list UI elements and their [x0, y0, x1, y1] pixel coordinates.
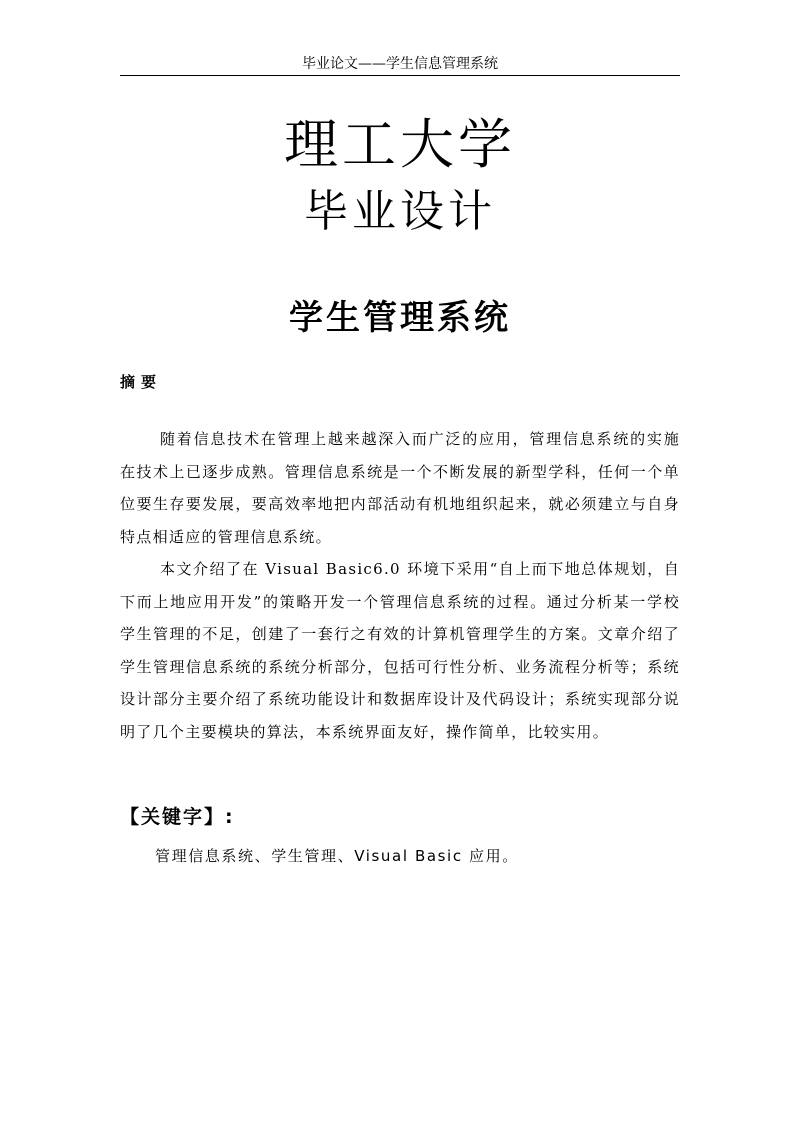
keywords-heading: 【关键字】:: [120, 806, 235, 828]
thesis-title: 学生管理系统: [289, 298, 511, 338]
header-rule: [120, 75, 680, 76]
abstract-heading: 摘要: [120, 373, 163, 391]
university-title: 理工大学: [284, 113, 516, 176]
abstract-paragraph-1: 随着信息技术在管理上越来越深入而广泛的应用，管理信息系统的实施在技术上已逐步成熟。管理信息系统是一个不断发展的新型学科，任何一个单位要生存要发展，要高效率地把内部活动有机地组织起来，就必须建立与自身特点相适应的管理信息系统。: [120, 430, 680, 546]
design-title: 毕业设计: [304, 186, 496, 237]
keywords-text: 管理信息系统、学生管理、Visual Basic 应用。: [155, 847, 519, 865]
abstract-paragraph-2: 本文介绍了在 Visual Basic6.0 环境下采用“自上而下地总体规划，自下而上地应用开发”的策略开发一个管理信息系统的过程。通过分析某一学校学生管理的不足，创建了一套行之有效的计算机管理学生的方案。文章介绍了学生管理信息系统的系统分析部分，包括可行性分析、业务流程分析等；系统设计部分主要介绍了系统功能设计和数据库设计及代码设计；系统实现部分说明了几个主要模块的算法，本系统界面友好，操作简单，比较实用。: [120, 560, 680, 741]
running-header: 毕业论文——学生信息管理系统: [302, 56, 498, 72]
abstract-body: [120, 423, 680, 748]
